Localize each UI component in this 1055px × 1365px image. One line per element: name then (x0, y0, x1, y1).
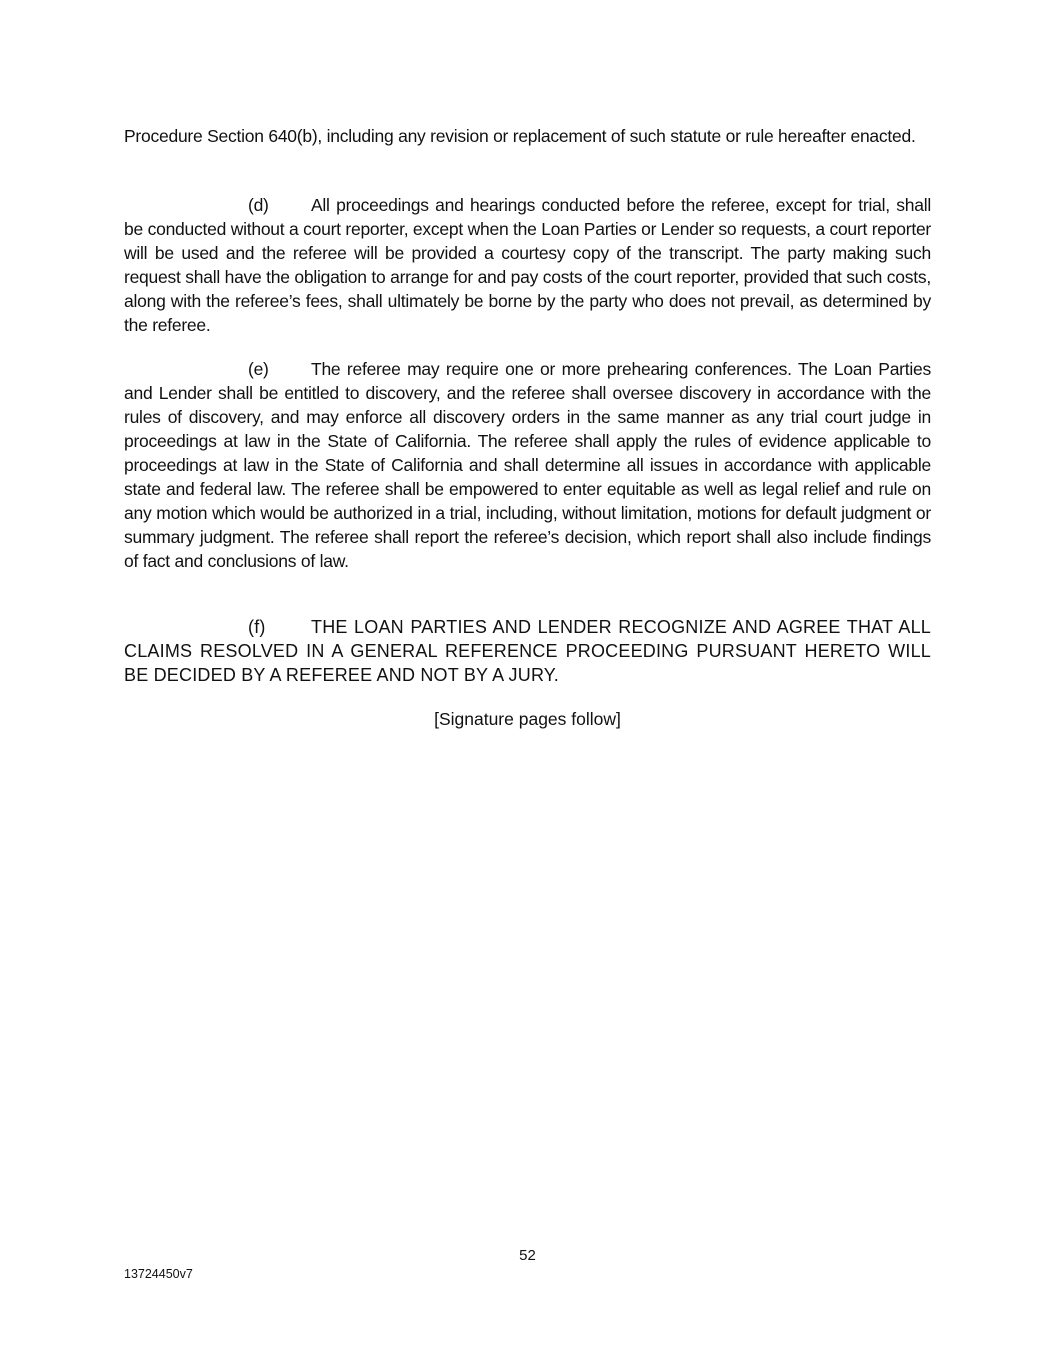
page-number: 52 (519, 1247, 536, 1264)
continuation-paragraph: Procedure Section 640(b), including any revision or replacement of such statute or rule hereafter enacted. (124, 126, 916, 146)
paragraph-e-text: The referee may require one or more prehearing conferences. The Loan Parties and Lender shall be entitled to discovery, and the referee shall oversee discovery in accordance with the rules of discovery, and may enforce all discovery orders in the same manner as any trial court judge in proceedings at law in the State of California. The referee shall apply the rules of evidence applicable to proceedings at law in the State of California and shall determine all issues in accordance with applicable state and federal law. The referee shall be empowered to enter equitable as well as legal relief and rule on any motion which would be authorized in a trial, including, without limitation, motions for default judgment or summary judgment. The referee shall report the referee’s decision, which report shall also include findings of fact and conclusions of law. (124, 359, 931, 571)
paragraph-d (124, 193, 931, 337)
paragraph-f (124, 615, 931, 687)
paragraph-f-label: (f) (248, 617, 266, 637)
document-id: 13724450v7 (124, 1267, 193, 1281)
paragraph-d-label: (d) (248, 195, 269, 215)
paragraph-e (124, 357, 931, 573)
paragraph-d-text: All proceedings and hearings conducted before the referee, except for trial, shall be conducted without a court reporter, except when the Loan Parties or Lender so requests, a court reporter will be used and the referee will be provided a courtesy copy of the transcript. The party making such request shall have the obligation to arrange for and pay costs of the court reporter, provided that such costs, along with the referee’s fees, shall ultimately be borne by the party who does not prevail, as determined by the referee. (124, 195, 931, 335)
paragraph-f-text: THE LOAN PARTIES AND LENDER RECOGNIZE AND AGREE THAT ALL CLAIMS RESOLVED IN A GENERAL REFERENCE PROCEEDING PURSUANT HERETO WILL BE DECIDED BY A REFEREE AND NOT BY A JURY. (124, 617, 931, 685)
paragraph-e-label: (e) (248, 359, 269, 379)
signature-pages-note: [Signature pages follow] (434, 709, 621, 729)
